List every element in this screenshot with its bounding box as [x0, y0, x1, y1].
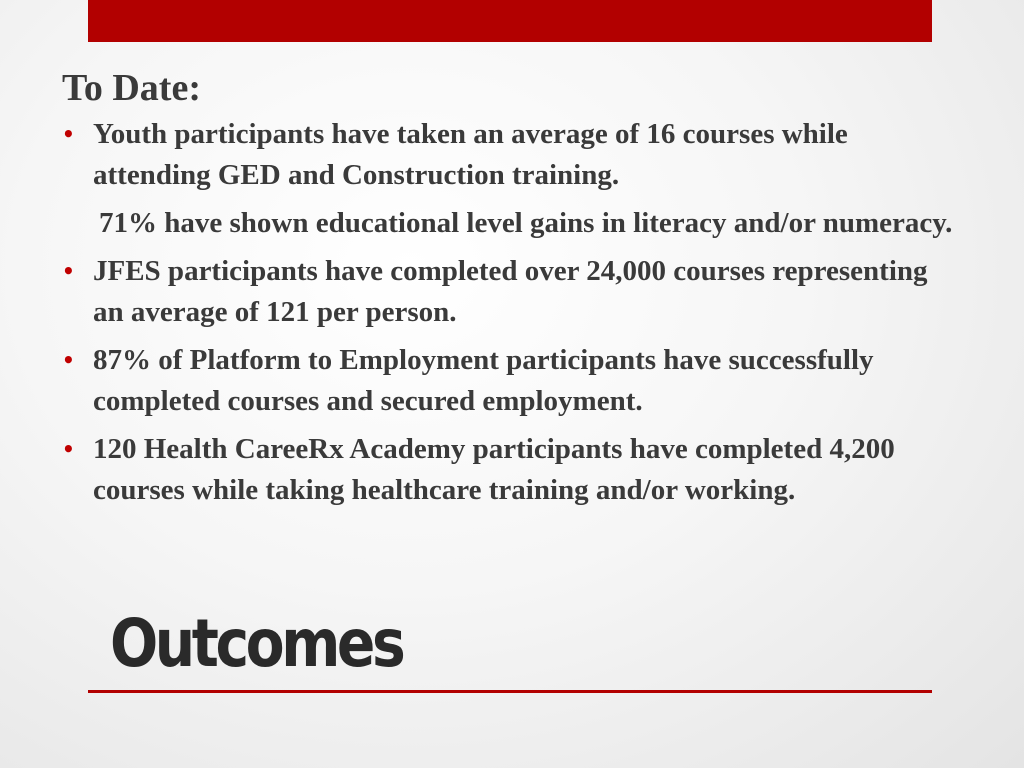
bullet-item: • 87% of Platform to Employment participants have successfully completed courses and secured employment.: [62, 340, 962, 422]
slide-title: Outcomes: [110, 605, 403, 682]
sub-item: 71% have shown educational level gains in literacy and/or numeracy.: [99, 207, 953, 239]
bullet-item: • Youth participants have taken an average of 16 courses while attending GED and Construction training.: [62, 114, 962, 196]
top-accent-bar: [88, 0, 932, 42]
bullet-item: • 120 Health CareeRx Academy participants have completed 4,200 courses while taking healthcare training and/or working.: [62, 429, 962, 511]
slide-heading: To Date:: [62, 67, 201, 109]
title-underline: [88, 690, 932, 693]
bullet-item: • JFES participants have completed over 24,000 courses representing an average of 121 per person.: [62, 251, 962, 333]
slide-body: [62, 64, 962, 518]
